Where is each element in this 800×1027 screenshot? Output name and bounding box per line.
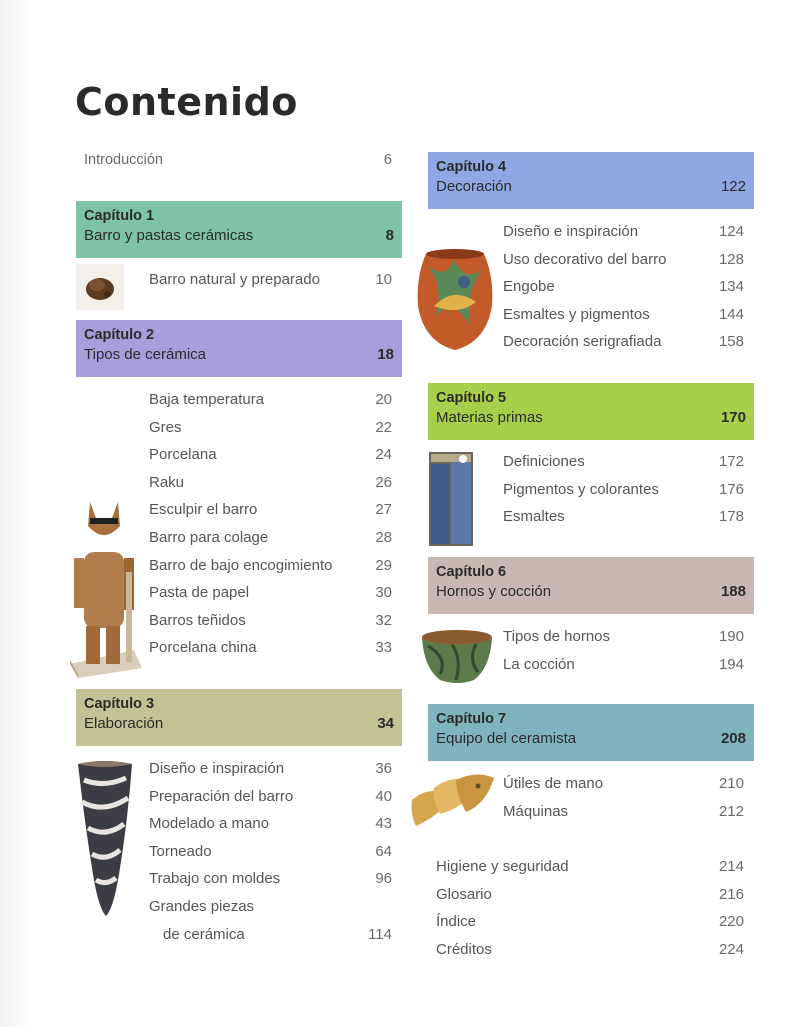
- toc-entry-page: 24: [375, 446, 392, 464]
- toc-entry-label: Tipos de hornos: [503, 628, 611, 645]
- chapter-6-number: Capítulo 6: [436, 564, 507, 580]
- toc-entry[interactable]: [149, 638, 392, 666]
- toc-entry-page: 144: [718, 305, 744, 323]
- chapter-2-header[interactable]: [76, 320, 402, 377]
- toc-entry-page: 190: [718, 628, 744, 645]
- toc-entry-label: Diseño e inspiración: [503, 223, 639, 240]
- chapter-7-header[interactable]: [428, 704, 754, 761]
- toc-entry[interactable]: [436, 912, 744, 940]
- chapter-6-page: 188: [720, 583, 746, 600]
- clay-figure-sculpture: [64, 492, 144, 678]
- toc-entry-label: Créditos: [436, 940, 492, 958]
- toc-entry-page: 212: [718, 802, 744, 820]
- toc-entry-page: 134: [718, 278, 744, 296]
- toc-entry[interactable]: [149, 869, 392, 897]
- page-gutter-shade: [0, 0, 32, 1027]
- toc-entry-label: Máquinas: [503, 802, 569, 820]
- chapter-3-header[interactable]: [76, 689, 402, 746]
- toc-entry[interactable]: [149, 583, 392, 611]
- toc-entry[interactable]: [503, 480, 744, 508]
- chapter-5-entries: [503, 452, 744, 535]
- clay-pile-thumbnail: [76, 264, 124, 310]
- chapter-6-header[interactable]: [428, 557, 754, 614]
- toc-entry[interactable]: [149, 759, 392, 787]
- toc-entry-label: de cerámica: [163, 925, 245, 943]
- chapter-1-page: 8: [385, 227, 394, 244]
- toc-entry-page: 33: [375, 639, 392, 657]
- toc-entry[interactable]: [149, 418, 392, 446]
- toc-entry-page: 214: [718, 858, 744, 875]
- toc-entry-label: Higiene y seguridad: [436, 858, 569, 875]
- chapter-3-number: Capítulo 3: [84, 696, 155, 712]
- toc-entry[interactable]: [149, 528, 392, 556]
- toc-entry[interactable]: [149, 473, 392, 501]
- toc-entry[interactable]: [503, 507, 744, 535]
- toc-entry-label: Esculpir el barro: [149, 501, 258, 519]
- chapter-6-title: Hornos y cocción: [436, 583, 552, 600]
- toc-entry-page: 96: [375, 870, 392, 888]
- page-title: Contenido: [75, 80, 298, 124]
- chapter-4-header[interactable]: [428, 152, 754, 209]
- toc-entry[interactable]: [149, 445, 392, 473]
- toc-entry-page: 216: [718, 885, 744, 903]
- toc-entry-label: Engobe: [503, 278, 555, 296]
- chapter-6-entries: [503, 627, 744, 682]
- toc-entry-label: Modelado a mano: [149, 815, 270, 833]
- toc-entry[interactable]: [436, 885, 744, 913]
- wooden-tools-photo: [410, 770, 496, 832]
- glaze-tile-photo: [427, 450, 475, 548]
- toc-entry-page: 20: [375, 391, 392, 408]
- toc-entry-page: 27: [375, 501, 392, 519]
- toc-entry-page: 29: [375, 556, 392, 574]
- toc-entry[interactable]: [503, 222, 744, 250]
- chapter-7-number: Capítulo 7: [436, 711, 507, 727]
- chapter-4-number: Capítulo 4: [436, 159, 507, 175]
- toc-entry-label: Barro de bajo encogimiento: [149, 556, 333, 574]
- toc-entry-label: Índice: [436, 913, 477, 931]
- chapter-1-number: Capítulo 1: [84, 208, 155, 224]
- toc-entry[interactable]: [149, 925, 392, 953]
- chapter-2-page: 18: [377, 346, 394, 363]
- toc-entry-label: Diseño e inspiración: [149, 760, 285, 777]
- toc-entry[interactable]: [503, 627, 744, 655]
- toc-entry[interactable]: [149, 500, 392, 528]
- chapter-4-title: Decoración: [436, 178, 512, 195]
- toc-entry[interactable]: [503, 250, 744, 278]
- toc-entry[interactable]: [503, 277, 744, 305]
- toc-entry-page: 172: [718, 453, 744, 470]
- chapter-2-number: Capítulo 2: [84, 327, 155, 343]
- toc-entry-label: Decoración serigrafiada: [503, 333, 662, 351]
- chapter-5-number: Capítulo 5: [436, 390, 507, 406]
- toc-entry-page: 26: [375, 473, 392, 491]
- toc-entry-label: Trabajo con moldes: [149, 870, 281, 888]
- toc-entry[interactable]: [503, 305, 744, 333]
- back-matter-entries: [436, 857, 744, 967]
- toc-entry-label: Grandes piezas: [149, 897, 255, 915]
- toc-entry[interactable]: [436, 857, 744, 885]
- toc-entry-page: 6: [383, 152, 392, 168]
- toc-entry-page: 178: [718, 508, 744, 526]
- fired-bowl-photo: [418, 624, 496, 686]
- toc-entry[interactable]: [149, 842, 392, 870]
- toc-entry-page: 22: [375, 418, 392, 436]
- toc-entry-page: 114: [368, 925, 392, 943]
- tall-vessel-photo: [74, 758, 136, 920]
- chapter-1-entries: [149, 270, 392, 298]
- toc-entry[interactable]: [149, 787, 392, 815]
- toc-entry-label: Definiciones: [503, 453, 585, 470]
- toc-entry-page: 128: [718, 250, 744, 268]
- toc-entry[interactable]: [149, 270, 392, 298]
- toc-entry[interactable]: [503, 655, 744, 683]
- toc-entry[interactable]: [149, 390, 392, 418]
- toc-entry-page: 224: [718, 940, 744, 958]
- toc-entry-label: Barro para colage: [149, 528, 269, 546]
- toc-entry-label: Útiles de mano: [503, 775, 604, 792]
- toc-entry[interactable]: [503, 332, 744, 360]
- toc-entry-page: 40: [375, 787, 392, 805]
- toc-entry-page: 28: [375, 528, 392, 546]
- toc-entry-label: Torneado: [149, 842, 212, 860]
- toc-entry[interactable]: [149, 814, 392, 842]
- toc-entry-label: Barro natural y preparado: [149, 271, 320, 288]
- chapter-3-entries: [149, 759, 392, 952]
- chapter-5-title: Materias primas: [436, 409, 543, 426]
- toc-entry[interactable]: [149, 897, 392, 925]
- toc-entry-label: Esmaltes: [503, 508, 565, 526]
- toc-entry-page: 32: [375, 611, 392, 629]
- toc-entry[interactable]: [503, 452, 744, 480]
- toc-entry-page: 194: [718, 655, 744, 673]
- toc-entry-label: Esmaltes y pigmentos: [503, 305, 650, 323]
- toc-entry-introduccion[interactable]: [84, 152, 392, 168]
- decorated-vase-photo: [414, 246, 496, 354]
- toc-entry-label: Uso decorativo del barro: [503, 250, 667, 268]
- toc-entry[interactable]: [503, 802, 744, 830]
- chapter-5-page: 170: [720, 409, 746, 426]
- toc-entry-page: 220: [718, 913, 744, 931]
- toc-entry-label: Porcelana: [149, 446, 217, 464]
- toc-entry-label: Gres: [149, 418, 182, 436]
- chapter-7-page: 208: [720, 730, 746, 747]
- chapter-3-title: Elaboración: [84, 715, 164, 732]
- toc-entry-label: Introducción: [84, 152, 163, 168]
- toc-entry-page: 176: [718, 480, 744, 498]
- toc-entry-label: Preparación del barro: [149, 787, 294, 805]
- toc-entry[interactable]: [149, 611, 392, 639]
- chapter-5-header[interactable]: [428, 383, 754, 440]
- chapter-4-page: 122: [720, 178, 746, 195]
- toc-entry-label: Raku: [149, 473, 185, 491]
- toc-entry[interactable]: [436, 940, 744, 968]
- toc-entry-page: 124: [718, 223, 744, 240]
- toc-entry[interactable]: [149, 556, 392, 584]
- toc-entry-label: Barros teñidos: [149, 611, 246, 629]
- toc-entry-label: Pasta de papel: [149, 584, 250, 602]
- toc-entry-label: Glosario: [436, 885, 492, 903]
- toc-entry-page: 36: [375, 760, 392, 777]
- toc-entry-page: 158: [718, 333, 744, 351]
- chapter-4-entries: [503, 222, 744, 360]
- toc-entry-page: 210: [718, 775, 744, 792]
- toc-entry-label: Porcelana china: [149, 639, 257, 657]
- toc-entry-label: Baja temperatura: [149, 391, 265, 408]
- chapter-3-page: 34: [377, 715, 394, 732]
- chapter-7-title: Equipo del ceramista: [436, 730, 577, 747]
- chapter-2-title: Tipos de cerámica: [84, 346, 206, 363]
- chapter-2-entries: [149, 390, 392, 666]
- toc-entry-page: 30: [375, 584, 392, 602]
- chapter-1-title: Barro y pastas cerámicas: [84, 227, 254, 244]
- toc-entry-page: 43: [375, 815, 392, 833]
- toc-entry-label: Pigmentos y colorantes: [503, 480, 659, 498]
- toc-entry-page: 10: [375, 271, 392, 288]
- toc-entry-page: 64: [375, 842, 392, 860]
- toc-entry-label: La cocción: [503, 655, 575, 673]
- chapter-7-entries: [503, 774, 744, 829]
- toc-entry[interactable]: [503, 774, 744, 802]
- chapter-1-header[interactable]: [76, 201, 402, 258]
